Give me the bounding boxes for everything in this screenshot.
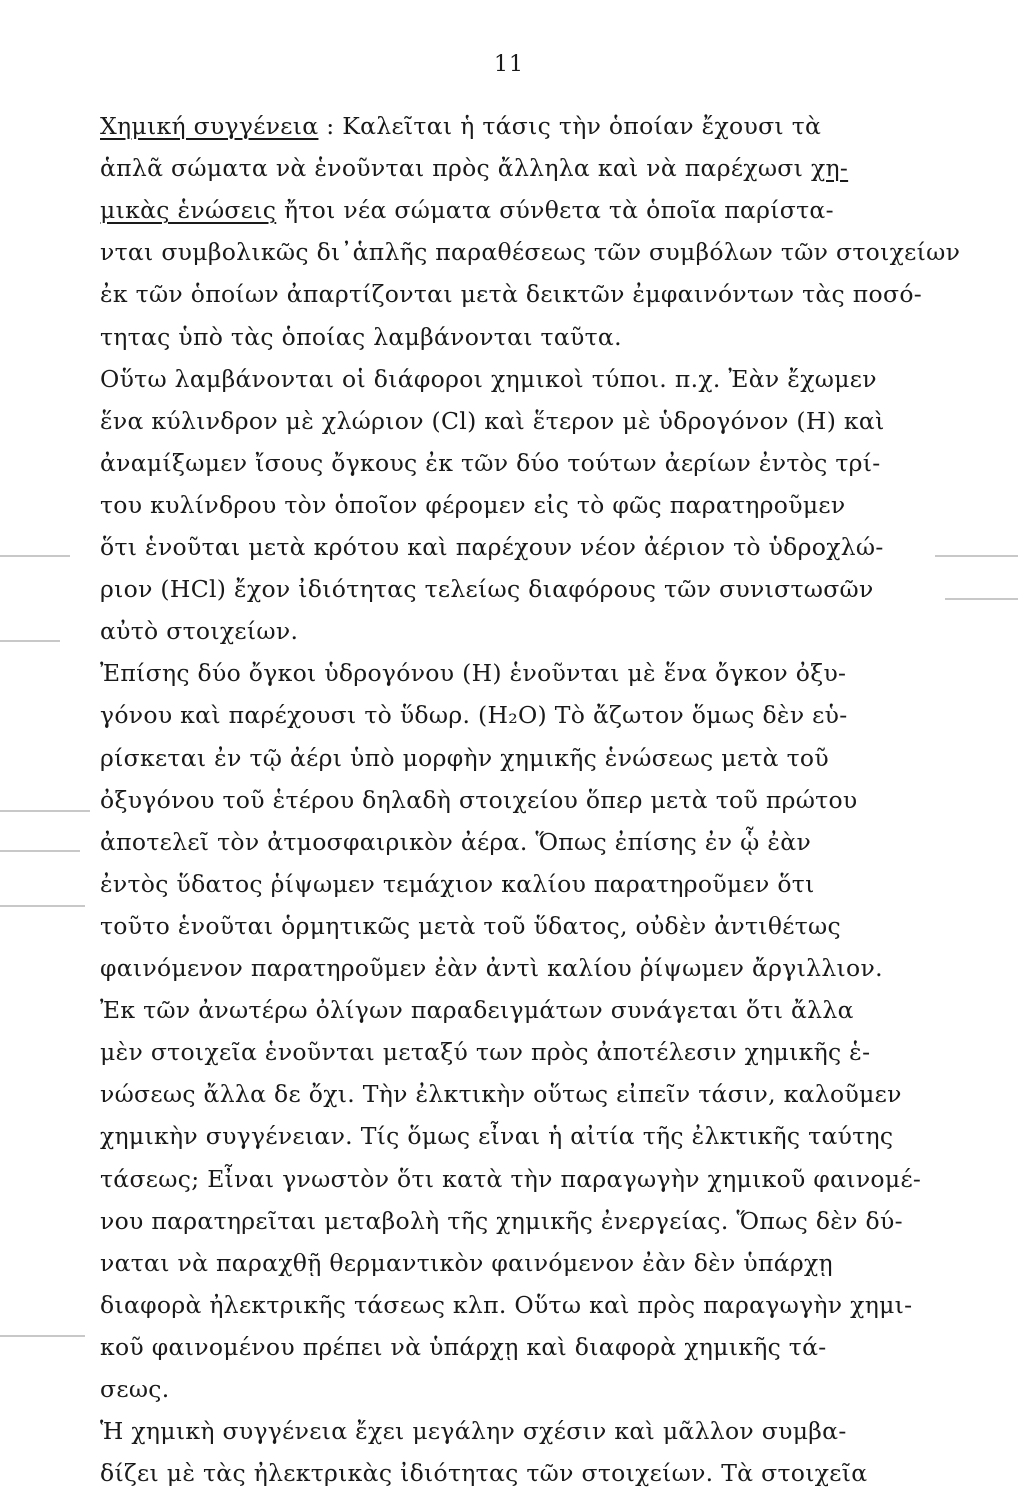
line-text: χημικὴν συγγένειαν. Τίς ὅμως εἶναι ἡ αἰτία τῆς ἐλκτικῆς ταύτης xyxy=(100,1122,894,1151)
text-line xyxy=(100,652,920,694)
line-text: αὐτὸ στοιχείων. xyxy=(100,617,299,646)
text-line xyxy=(100,905,920,947)
line-text: Ἡ χημικὴ συγγένεια ἔχει μεγάλην σχέσιν καὶ μᾶλλον συμβα- xyxy=(100,1417,847,1446)
bleed-through-mark xyxy=(0,640,60,642)
text-line xyxy=(100,105,920,147)
line-text: Οὕτω λαμβάνονται οἱ διάφοροι χημικοὶ τύποι. π.χ. Ἐὰν ἔχωμεν xyxy=(100,364,877,393)
text-line xyxy=(100,821,920,863)
page-number: 11 xyxy=(494,52,524,77)
bleed-through-mark xyxy=(945,598,1018,600)
text-line xyxy=(100,358,920,400)
text-line xyxy=(100,189,920,231)
text-line xyxy=(100,863,920,905)
line-text: Ἐκ τῶν ἀνωτέρω ὀλίγων παραδειγμάτων συνάγεται ὅτι ἄλλα xyxy=(100,996,854,1025)
line-text: γόνου καὶ παρέχουσι τὸ ὕδωρ. (H₂O) Τὸ ἄζωτον ὅμως δὲν εὑ- xyxy=(100,701,848,730)
text-line xyxy=(100,400,920,442)
line-text: του κυλίνδρου τὸν ὁποῖον φέρομεν εἰς τὸ φῶς παρατηροῦμεν xyxy=(100,490,846,519)
bleed-through-mark xyxy=(0,810,90,812)
line-text: : Καλεῖται ἡ τάσις τὴν ὁποίαν ἔχουσι τὰ xyxy=(318,112,822,140)
line-text: τητας ὑπὸ τὰς ὁποίας λαμβάνονται ταῦτα. xyxy=(100,322,622,351)
line-text: ἐντὸς ὕδατος ῥίψωμεν τεμάχιον καλίου παρατηροῦμεν ὅτι xyxy=(100,869,815,898)
line-text: Ἐπίσης δύο ὄγκοι ὑδρογόνου (H) ἑνοῦνται μὲ ἕνα ὄγκον ὀξυ- xyxy=(100,659,847,688)
line-text: κοῦ φαινομένου πρέπει νὰ ὑπάρχῃ καὶ διαφορὰ χημικῆς τά- xyxy=(100,1332,827,1361)
text-line xyxy=(100,568,920,610)
line-text: ἕνα κύλινδρον μὲ χλώριον (Cl) καὶ ἕτερον μὲ ὑδρογόνον (H) καὶ xyxy=(100,406,885,435)
line-text: ριον (HCl) ἔχον ἰδιότητας τελείως διαφόρους τῶν συνιστωσῶν xyxy=(100,575,874,604)
line-text: φαινόμενον παρατηροῦμεν ἐὰν ἀντὶ καλίου ῥίψωμεν ἄργιλλιον. xyxy=(100,954,883,982)
underlined-text: μικὰς ἑνώσεις xyxy=(100,196,277,225)
text-line xyxy=(100,1368,920,1410)
text-line xyxy=(100,1031,920,1073)
line-text: ρίσκεται ἐν τῷ ἀέρι ὑπὸ μορφὴν χημικῆς ἑνώσεως μετὰ τοῦ xyxy=(100,743,829,772)
text-line xyxy=(100,1326,920,1368)
text-line xyxy=(100,1452,920,1494)
line-text: νώσεως ἄλλα δε ὄχι. Τὴν ἐλκτικὴν οὕτως εἰπεῖν τάσιν, καλοῦμεν xyxy=(100,1080,902,1109)
text-line xyxy=(100,1200,920,1242)
line-text: ὅτι ἑνοῦται μετὰ κρότου καὶ παρέχουν νέον ἀέριον τὸ ὑδροχλώ- xyxy=(100,533,884,561)
text-line xyxy=(100,989,920,1031)
line-text: ἤτοι νέα σώματα σύνθετα τὰ ὁποῖα παρίστα- xyxy=(276,196,834,225)
line-text: ἀποτελεῖ τὸν ἀτμοσφαιρικὸν ἀέρα. Ὅπως ἐπίσης ἐν ᾧ ἐὰν xyxy=(100,827,812,856)
text-line xyxy=(100,484,920,526)
text-line xyxy=(100,147,920,189)
underlined-text: χη- xyxy=(810,154,849,183)
text-line xyxy=(100,1242,920,1284)
text-line xyxy=(100,1115,920,1157)
bleed-through-mark xyxy=(0,555,70,557)
text-line xyxy=(100,526,920,568)
text-line xyxy=(100,1410,920,1452)
text-line xyxy=(100,779,920,821)
line-text: νται συμβολικῶς δι᾽ἁπλῆς παραθέσεως τῶν συμβόλων τῶν στοιχείων xyxy=(100,238,961,267)
bleed-through-mark xyxy=(0,1335,85,1337)
line-text: νου παρατηρεῖται μεταβολὴ τῆς χημικῆς ἐνεργείας. Ὅπως δὲν δύ- xyxy=(100,1206,903,1235)
line-text: ἁπλᾶ σώματα νὰ ἑνοῦνται πρὸς ἄλληλα καὶ νὰ παρέχωσι xyxy=(100,154,811,183)
bleed-through-mark xyxy=(0,850,80,852)
line-text: ὀξυγόνου τοῦ ἑτέρου δηλαδὴ στοιχείου ὅπερ μετὰ τοῦ πρώτου xyxy=(100,785,858,814)
underlined-text: Χημική συγγένεια xyxy=(100,112,319,140)
text-line xyxy=(100,442,920,484)
text-line xyxy=(100,694,920,736)
text-line xyxy=(100,1073,920,1115)
line-text: τοῦτο ἑνοῦται ὁρμητικῶς μετὰ τοῦ ὕδατος, οὐδὲν ἀντιθέτως xyxy=(100,911,841,940)
text-line xyxy=(100,1284,920,1326)
text-line xyxy=(100,947,920,989)
text-line xyxy=(100,1158,920,1200)
text-line xyxy=(100,737,920,779)
line-text: διαφορὰ ἠλεκτρικῆς τάσεως κλπ. Οὕτω καὶ πρὸς παραγωγὴν χημι- xyxy=(100,1290,913,1319)
text-line xyxy=(100,231,961,273)
line-text: σεως. xyxy=(100,1375,170,1403)
line-text: ἐκ τῶν ὁποίων ἀπαρτίζονται μετὰ δεικτῶν ἐμφαινόντων τὰς ποσό- xyxy=(100,280,923,309)
text-line xyxy=(100,610,920,652)
line-text: μὲν στοιχεῖα ἑνοῦνται μεταξύ των πρὸς ἀποτέλεσιν χημικῆς ἑ- xyxy=(100,1038,871,1067)
line-text: ναται νὰ παραχθῇ θερμαντικὸν φαινόμενον ἐὰν δὲν ὑπάρχῃ xyxy=(100,1248,833,1277)
bleed-through-mark xyxy=(935,555,1018,557)
line-text: τάσεως; Εἶναι γνωστὸν ὅτι κατὰ τὴν παραγωγὴν χημικοῦ φαινομέ- xyxy=(100,1164,922,1193)
text-line xyxy=(100,316,920,358)
line-text: δίζει μὲ τὰς ἠλεκτρικὰς ἰδιότητας τῶν στοιχείων. Τὰ στοιχεῖα xyxy=(100,1459,868,1488)
bleed-through-mark xyxy=(0,905,85,907)
text-line xyxy=(100,273,923,315)
line-text: ἀναμίξωμεν ἴσους ὄγκους ἐκ τῶν δύο τούτων ἀερίων ἐντὸς τρί- xyxy=(100,448,881,477)
